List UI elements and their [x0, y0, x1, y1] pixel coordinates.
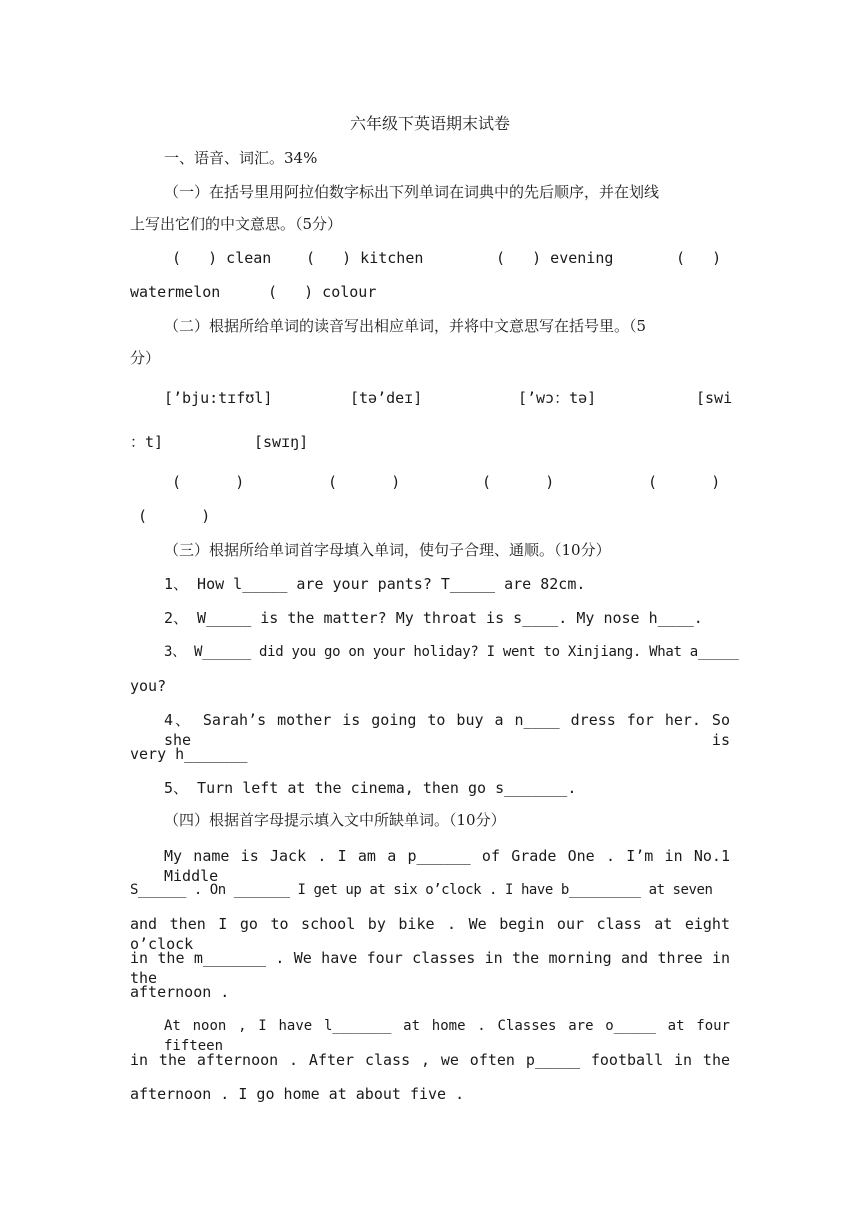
- part4-instruction: （四）根据首字母提示填入文中所缺单词。（10分）: [164, 811, 506, 829]
- answer-parens: ( ): [138, 507, 211, 525]
- question-3-line1: 3、 W______ did you go on your holiday? I went to Xinjiang. What a_____: [164, 644, 739, 660]
- part1-item: ( ) clean: [172, 249, 272, 267]
- part1-item: watermelon: [130, 283, 221, 301]
- page-title: 六年级下英语期末试卷: [349, 114, 510, 133]
- passage1-line4: in the m_______ . We have four classes in the morning and three in the: [130, 949, 730, 987]
- passage2-line3: afternoon . I go home at about five .: [130, 1085, 465, 1103]
- passage2-line1: At noon , I have l_______ at home . Classes are o_____ at four fifteen: [164, 1018, 730, 1054]
- phonetic-word: [’bju:tɪfʊl]: [164, 389, 273, 407]
- question-5: 5、 Turn left at the cinema, then go s_______.: [164, 779, 577, 797]
- answer-parens: ( ): [328, 473, 401, 491]
- question-4-line1: 4、 Sarah’s mother is going to buy a n____ dress for her. So she is: [164, 711, 730, 749]
- phonetic-word: ：t]: [130, 433, 164, 451]
- passage1-line1: My name is Jack . I am a p______ of Grade One . I’m in No.1 Middle: [164, 847, 730, 885]
- section-heading: 一、语音、词汇。34%: [164, 149, 318, 167]
- part1-item: ( ) colour: [268, 283, 377, 301]
- part3-instruction: （三）根据所给单词首字母填入单词，使句子合理、通顺。（10分）: [164, 541, 611, 559]
- part1-instruction-line2: 上写出它们的中文意思。（5分）: [130, 215, 343, 233]
- part1-instruction-line1: （一）在括号里用阿拉伯数字标出下列单词在词典中的先后顺序，并在划线: [164, 183, 660, 201]
- part2-instruction-line1: （二）根据所给单词的读音写出相应单词，并将中文意思写在括号里。（5: [164, 317, 647, 335]
- question-3-line2: you?: [130, 677, 167, 695]
- phonetic-word: [swi: [696, 389, 733, 407]
- part1-item: ( ) kitchen: [306, 249, 424, 267]
- answer-parens: ( ): [172, 473, 245, 491]
- passage2-line2: in the afternoon . After class , we often p_____ football in the: [130, 1051, 730, 1069]
- part1-item: ( ) evening: [496, 249, 614, 267]
- part2-instruction-line2: 分）: [130, 349, 161, 367]
- question-4-line2: very h_______: [130, 745, 248, 763]
- passage1-line5: afternoon .: [130, 983, 230, 1001]
- passage1-line3: and then I go to school by bike . We begin our class at eight o’clock: [130, 915, 730, 953]
- part1-item: ( ): [676, 249, 722, 267]
- passage1-line2: S______ . On _______ I get up at six o’clock . I have b_________ at seven: [130, 882, 713, 898]
- question-1: 1、 How l_____ are your pants? T_____ are 82cm.: [164, 575, 586, 593]
- question-2: 2、 W_____ is the matter? My throat is s____. My nose h____.: [164, 609, 703, 627]
- phonetic-word: [swɪŋ]: [254, 433, 309, 451]
- phonetic-word: [tə’deɪ]: [350, 389, 423, 407]
- phonetic-word: [’wɔ：tə]: [518, 389, 597, 407]
- answer-parens: ( ): [482, 473, 555, 491]
- answer-parens: ( ): [648, 473, 721, 491]
